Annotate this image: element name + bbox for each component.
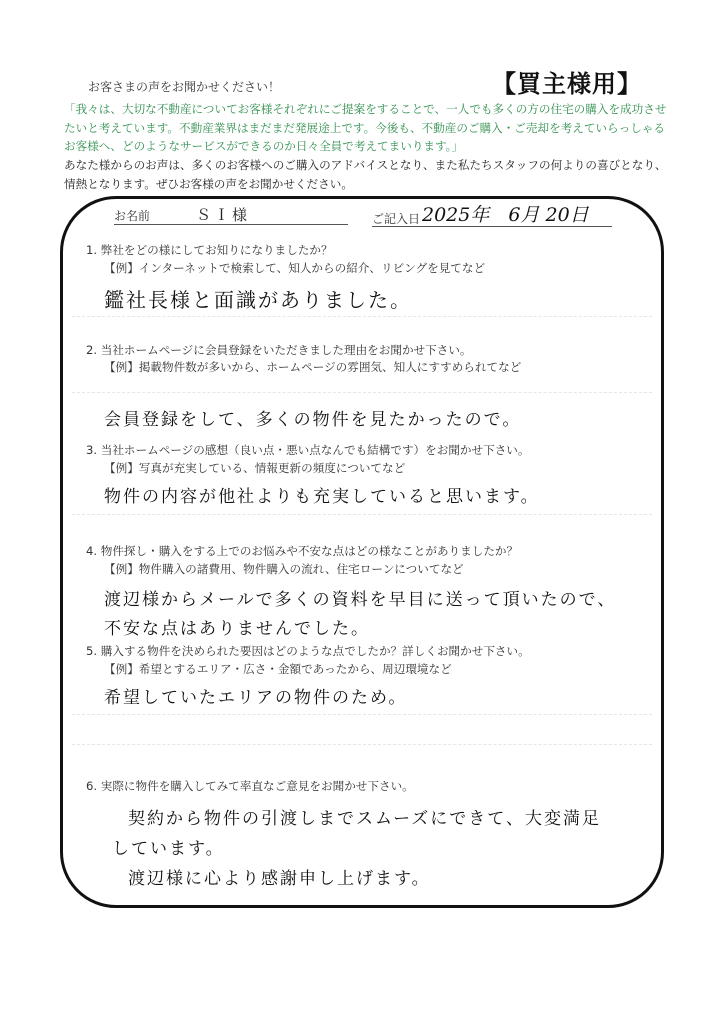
- ruled-line: [72, 514, 652, 515]
- answer-4-line-1: 渡辺様からメールで多くの資料を早目に送って頂いたので、: [104, 590, 617, 610]
- date-underline: [372, 226, 612, 227]
- form-type-badge: 【買主様用】: [492, 70, 642, 98]
- example-3: 【例】写真が充実している、情報更新の頻度についてなど: [104, 461, 406, 475]
- ruled-line: [72, 744, 652, 745]
- date-value: 2025年 6月 20日: [422, 204, 589, 226]
- answer-6-line-3: 渡辺様に心より感謝申し上げます。: [128, 869, 431, 889]
- answer-6-line-2: しています。: [112, 839, 225, 859]
- example-5: 【例】希望とするエリア・広さ・金額であったから、周辺環境など: [104, 662, 452, 676]
- question-1: 1. 弊社をどの様にしてお知りになりましたか？: [86, 243, 333, 257]
- question-4: 4. 物件探し・購入をする上でのお悩みや不安な点はどの様なことがありましたか？: [86, 544, 519, 558]
- name-underline: [114, 224, 348, 225]
- example-2: 【例】掲載物件数が多いから、ホームページの雰囲気、知人にすすめられてなど: [104, 360, 522, 374]
- answer-6-line-1: 契約から物件の引渡しまでスムーズにできて、大変満足: [128, 809, 601, 829]
- intro-title: お客さまの声をお聞かせください！: [88, 80, 281, 94]
- name-value: ＳＩ様: [196, 206, 251, 224]
- name-label: お名前: [114, 209, 151, 223]
- question-5: 5. 購入する物件を決められた要因はどのような点でしたか？詳しくお聞かせ下さい。: [86, 644, 530, 658]
- date-label: ご記入日: [372, 212, 421, 226]
- example-1: 【例】インターネットで検索して、知人からの紹介、リビングを見てなど: [104, 261, 486, 275]
- answer-1-line-1: 鑑社長様と面識がありました。: [104, 288, 412, 312]
- request-message: あなた様からのお声は、多くのお客様へのご購入のアドバイスとなり、また私たちスタッフの何よりの喜びとなり、情熱となります。ぜひお客様の声をお聞かせください。: [64, 158, 667, 191]
- example-4: 【例】物件購入の諸費用、物件購入の流れ、住宅ローンについてなど: [104, 562, 464, 576]
- answer-3-line-1: 物件の内容が他社よりも充実していると思います。: [104, 487, 540, 507]
- ruled-line: [72, 316, 652, 317]
- ruled-line: [72, 392, 652, 393]
- answer-5-line-1: 希望していたエリアの物件のため。: [104, 688, 408, 708]
- ruled-line: [72, 714, 652, 715]
- question-3: 3. 当社ホームページの感想（良い点・悪い点なんでも結構です）をお聞かせ下さい。: [86, 443, 530, 457]
- company-message: 「我々は、大切な不動産についてお客様それぞれにご提案をすることで、一人でも多くの方の住宅の購入を成功させたいと考えています。不動産業界はまだまだ発展途上です。今後も、不動産のご購入・ご売却を考えていらっしゃるお客様へ、どのようなサービスができるのか日々全員で考えてまいります。」: [64, 102, 667, 153]
- answer-2-line-1: 会員登録をして、多くの物件を見たかったので。: [104, 410, 522, 430]
- answer-4-line-2: 不安な点はありませんでした。: [104, 619, 370, 639]
- question-6: 6. 実際に物件を購入してみて率直なご意見をお聞かせ下さい。: [86, 779, 414, 793]
- question-2: 2. 当社ホームページに会員登録をいただきました理由をお聞かせ下さい。: [86, 343, 472, 357]
